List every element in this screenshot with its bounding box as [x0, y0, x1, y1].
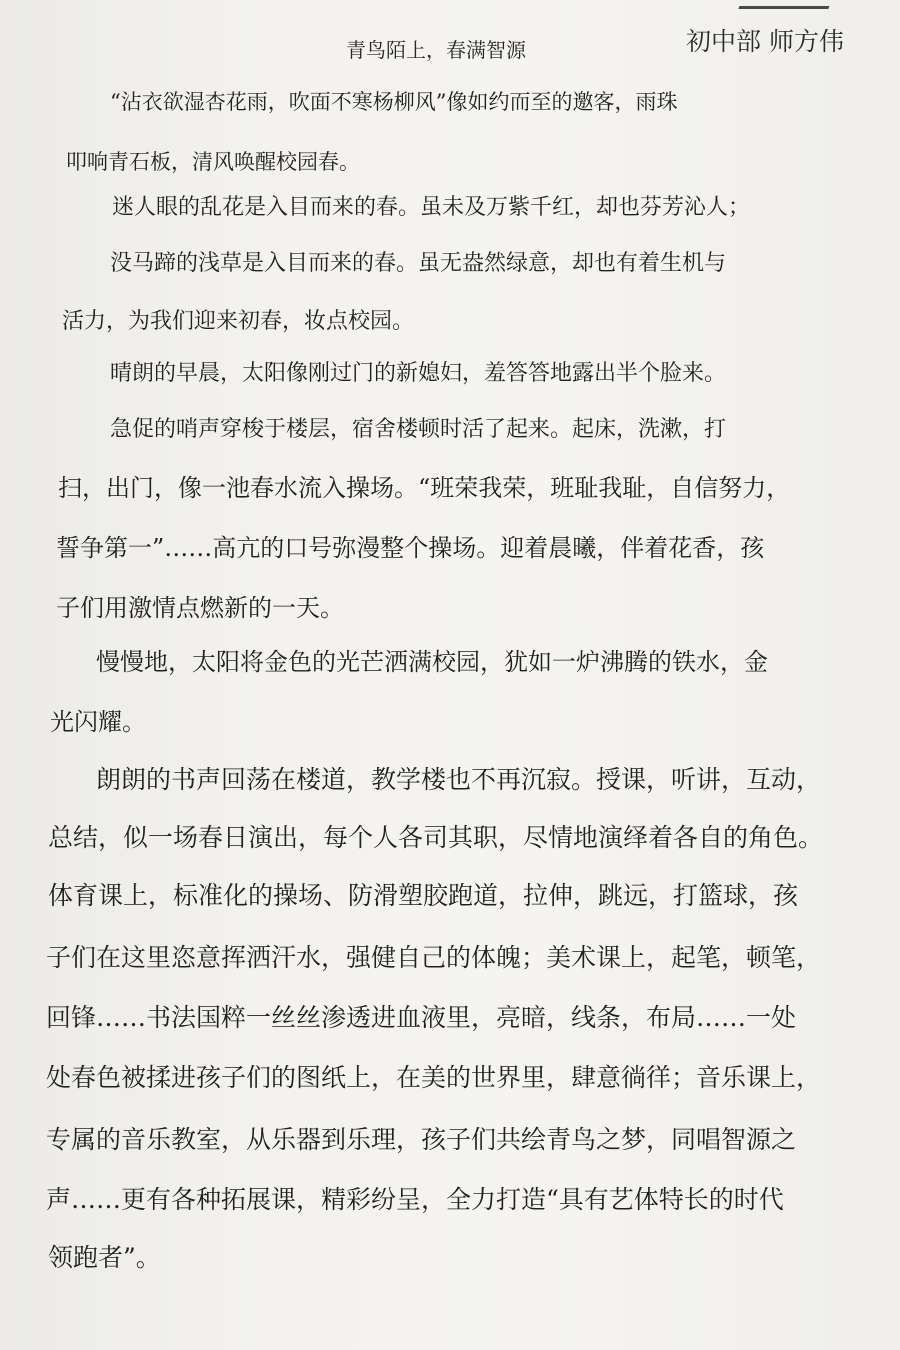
text-line: 慢慢地，太阳将金色的光芒洒满校园，犹如一炉沸腾的铁水，金 [96, 648, 768, 676]
text-line: “沾衣欲湿杏花雨，吹面不寒杨柳风”像如约而至的邀客，雨珠 [110, 90, 678, 114]
text-line: 专属的音乐教室，从乐器到乐理，孩子们共绘青鸟之梦，同唱智源之 [46, 1125, 797, 1154]
text-line: 没马蹄的浅草是入目而来的春。虽无盎然绿意，却也有着生机与 [110, 251, 727, 276]
text-line: 光闪耀。 [50, 708, 146, 736]
text-line: 朗朗的书声回荡在楼道，教学楼也不再沉寂。授课，听讲，互动， [96, 765, 822, 794]
author-label: 初中部 师方伟 [686, 27, 844, 56]
text-line: 扫，出门，像一池春水流入操场。“班荣我荣，班耻我耻，自信努力， [58, 474, 791, 502]
text-line: 晴朗的早晨，太阳像刚过门的新媳妇，羞答答地露出半个脸来。 [110, 361, 727, 386]
text-line: 叩响青石板，清风唤醒校园春。 [66, 150, 360, 174]
text-line: 子们在这里恣意挥洒汗水，强健自己的体魄；美术课上，起笔，顿笔， [46, 943, 822, 972]
text-line: 子们用激情点燃新的一天。 [56, 594, 344, 622]
text-line: 总结，似一场春日演出，每个人各司其职，尽情地演绎着各自的角色。 [48, 823, 824, 852]
text-line: 领跑者”。 [48, 1243, 161, 1272]
text-line: 回锋……书法国粹一丝丝渗透进血液里，亮暗，线条，布局……一处 [46, 1003, 797, 1032]
text-line: 誓争第一”……高亢的口号弥漫整个操场。迎着晨曦，伴着花香，孩 [56, 534, 765, 562]
handwriting-stroke [738, 0, 831, 9]
text-line: 迷人眼的乱花是入目而来的春。虽未及万紫千红，却也芬芳沁人； [112, 195, 751, 220]
article-title: 青鸟陌上，春满智源 [346, 38, 526, 62]
text-line: 处春色被揉进孩子们的图纸上，在美的世界里，肆意徜徉；音乐课上， [46, 1063, 822, 1092]
text-line: 活力，为我们迎来初春，妆点校园。 [62, 309, 415, 334]
text-line: 体育课上，标准化的操场、防滑塑胶跑道，拉伸，跳远，打篮球，孩 [48, 881, 799, 910]
text-line: 声……更有各种拓展课，精彩纷呈，全力打造“具有艺体特长的时代 [46, 1185, 784, 1214]
text-line: 急促的哨声穿梭于楼层，宿舍楼顿时活了起来。起床，洗漱，打 [110, 417, 727, 442]
